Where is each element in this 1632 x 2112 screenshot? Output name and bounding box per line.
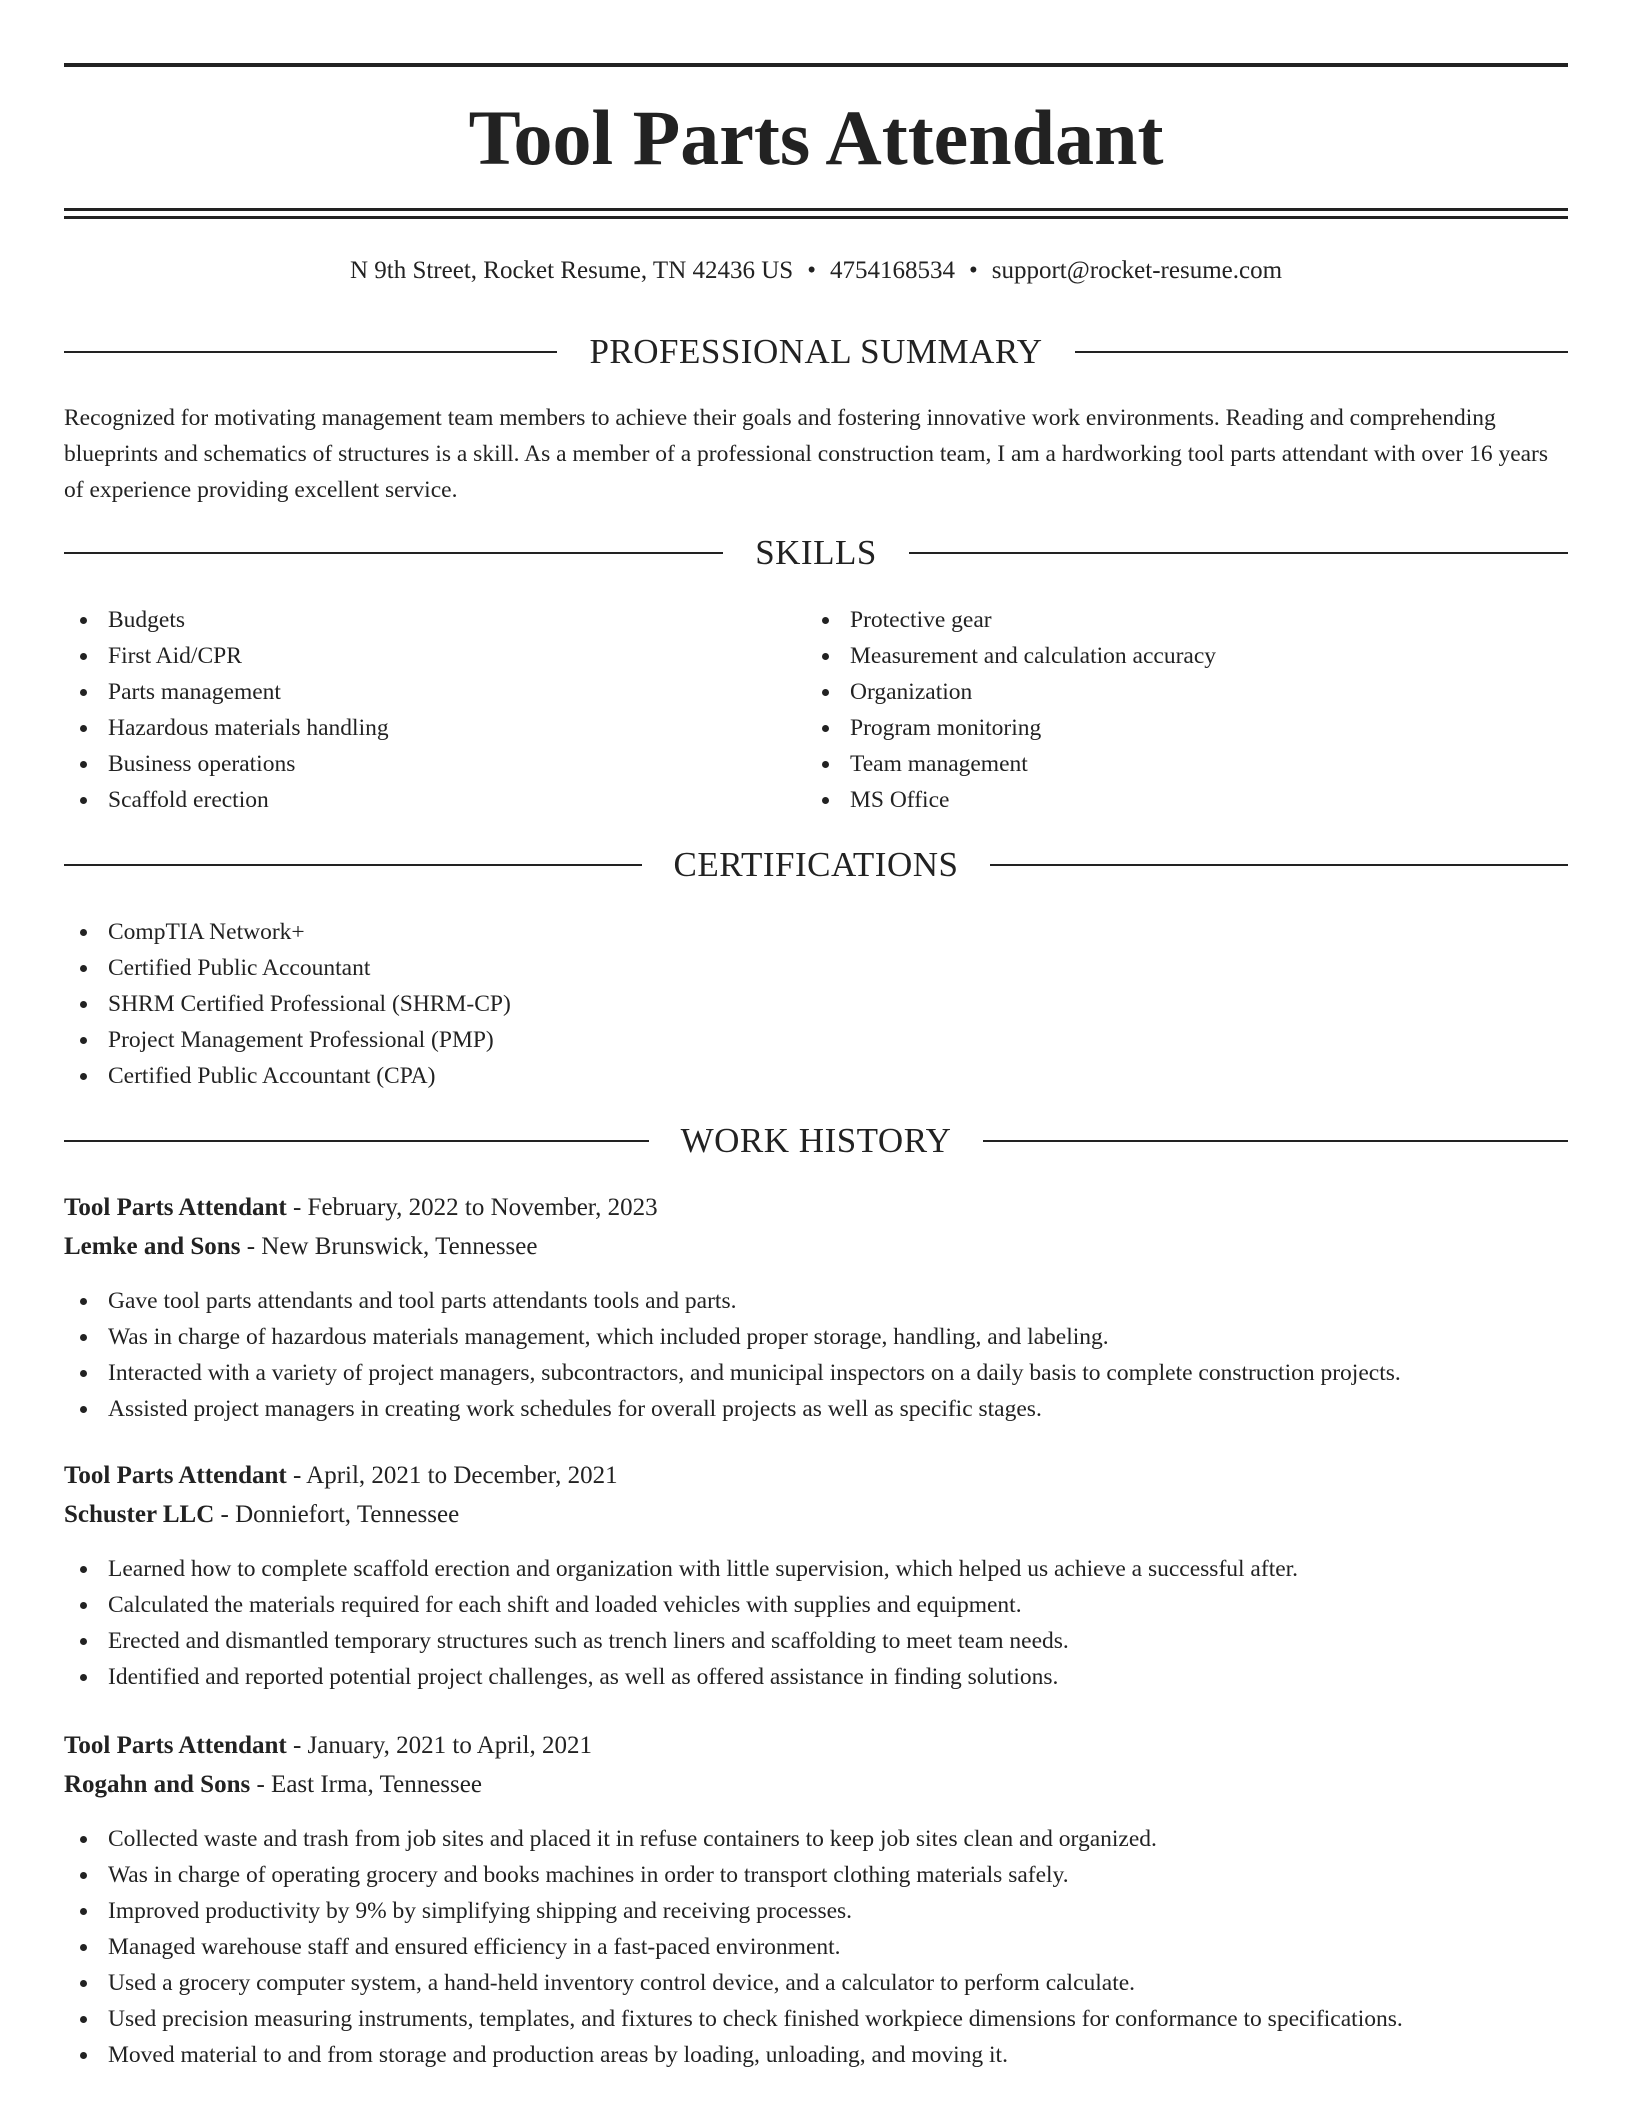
- skill-item: Scaffold erection: [64, 782, 804, 818]
- heading-rule-left: [64, 864, 642, 866]
- job-bullet: Used a grocery computer system, a hand-held inventory control device, and a calculator to perform calculate.: [64, 1965, 1568, 2001]
- skill-item: Program monitoring: [806, 710, 1566, 746]
- skill-item: Business operations: [64, 746, 804, 782]
- job-company-line: [64, 1497, 1568, 1533]
- skill-item: Team management: [806, 746, 1566, 782]
- certification-item: SHRM Certified Professional (SHRM-CP): [64, 986, 1568, 1022]
- section-title-skills: SKILLS: [755, 533, 877, 572]
- header-top-rule: [64, 63, 1568, 67]
- certification-item: Certified Public Accountant (CPA): [64, 1058, 1568, 1094]
- skill-item: MS Office: [806, 782, 1566, 818]
- job-title: Tool Parts Attendant: [64, 1462, 287, 1489]
- job-bullet: Was in charge of hazardous materials management, which included proper storage, handling, and labeling.: [64, 1319, 1568, 1355]
- job-company-line: [64, 1229, 1568, 1265]
- skill-item: Hazardous materials handling: [64, 710, 804, 746]
- header-double-rule-lower: [64, 216, 1568, 219]
- certification-item: Certified Public Accountant: [64, 950, 1568, 986]
- job-bullet: Learned how to complete scaffold erection and organization with little supervision, which helped us achieve a successful after.: [64, 1551, 1568, 1587]
- job-location: - Donniefort, Tennessee: [214, 1501, 460, 1528]
- job-bullet: Managed warehouse staff and ensured efficiency in a fast-paced environment.: [64, 1929, 1568, 1965]
- job-dates: - April, 2021 to December, 2021: [286, 1462, 618, 1489]
- job-title-line: [64, 1458, 1568, 1494]
- section-heading-skills: [64, 533, 1568, 573]
- certification-item: Project Management Professional (PMP): [64, 1022, 1568, 1058]
- job-title: Tool Parts Attendant: [64, 1732, 287, 1759]
- heading-rule-left: [64, 1140, 649, 1142]
- skill-item: Organization: [806, 674, 1566, 710]
- job-company-line: [64, 1767, 1568, 1803]
- heading-rule-right: [990, 864, 1568, 866]
- job-location: - East Irma, Tennessee: [250, 1771, 482, 1798]
- heading-rule-left: [64, 552, 723, 554]
- job-bullet: Moved material to and from storage and production areas by loading, unloading, and moving it.: [64, 2037, 1568, 2073]
- contact-separator: •: [968, 257, 978, 284]
- section-heading-work-history: [64, 1121, 1568, 1161]
- contact-address: N 9th Street, Rocket Resume, TN 42436 US: [349, 257, 794, 284]
- contact-email: support@rocket-resume.com: [991, 257, 1283, 284]
- job-company: Rogahn and Sons: [64, 1771, 251, 1798]
- job-bullet: Calculated the materials required for each shift and loaded vehicles with supplies and equipment.: [64, 1587, 1568, 1623]
- skill-item: Protective gear: [806, 602, 1566, 638]
- contact-separator: •: [807, 257, 816, 284]
- skill-item: First Aid/CPR: [64, 638, 804, 674]
- skill-item: Measurement and calculation accuracy: [806, 638, 1566, 674]
- job-bullet: Erected and dismantled temporary structures such as trench liners and scaffolding to meet team needs.: [64, 1623, 1568, 1659]
- job-bullets: [64, 1551, 1568, 1695]
- job-title-line: [64, 1190, 1568, 1226]
- section-heading-summary: [64, 332, 1568, 372]
- certification-item: CompTIA Network+: [64, 914, 1568, 950]
- summary-paragraph: Recognized for motivating management team members to achieve their goals and fostering innovative work environments. Reading and comprehending blueprints and schematics of structures is a skill. As a member of a professional construction team, I am a hardworking tool parts attendant with over 16 years of experience providing excellent service.: [64, 405, 1549, 503]
- job-bullet: Assisted project managers in creating work schedules for overall projects as well as specific stages.: [64, 1391, 1568, 1427]
- job-location: - New Brunswick, Tennessee: [240, 1233, 538, 1260]
- section-title-summary: PROFESSIONAL SUMMARY: [589, 332, 1043, 371]
- skill-item: Parts management: [64, 674, 804, 710]
- contact-line: [64, 254, 1568, 288]
- job-bullet: Gave tool parts attendants and tool parts attendants tools and parts.: [64, 1283, 1568, 1319]
- job-company: Lemke and Sons: [64, 1233, 241, 1260]
- contact-phone: 4754168534: [829, 257, 955, 284]
- job-title: Tool Parts Attendant: [64, 1194, 287, 1221]
- job-dates: - February, 2022 to November, 2023: [286, 1194, 658, 1221]
- job-company: Schuster LLC: [64, 1501, 215, 1528]
- job-bullet: Collected waste and trash from job sites and placed it in refuse containers to keep job sites clean and organized.: [64, 1821, 1568, 1857]
- skills-list-right: [806, 602, 1566, 818]
- heading-rule-right: [1075, 351, 1568, 353]
- resume-name-title: Tool Parts Attendant: [468, 94, 1164, 181]
- header-double-rule-upper: [64, 208, 1568, 211]
- heading-rule-left: [64, 351, 557, 353]
- certifications-list: [64, 914, 1568, 1094]
- skill-item: Budgets: [64, 602, 804, 638]
- job-title-line: [64, 1728, 1568, 1764]
- job-dates: - January, 2021 to April, 2021: [286, 1732, 593, 1759]
- section-heading-certifications: [64, 845, 1568, 885]
- section-title-certifications: CERTIFICATIONS: [673, 845, 959, 884]
- job-bullet: Identified and reported potential project challenges, as well as offered assistance in finding solutions.: [64, 1659, 1568, 1695]
- section-title-work-history: WORK HISTORY: [680, 1121, 952, 1160]
- heading-rule-right: [983, 1140, 1568, 1142]
- job-bullet: Interacted with a variety of project managers, subcontractors, and municipal inspectors on a daily basis to complete construction projects.: [64, 1355, 1568, 1391]
- heading-rule-right: [909, 552, 1568, 554]
- job-bullet: Used precision measuring instruments, templates, and fixtures to check finished workpiece dimensions for conformance to specifications.: [64, 2001, 1568, 2037]
- job-bullets: [64, 1821, 1568, 2073]
- job-bullet: Was in charge of operating grocery and books machines in order to transport clothing materials safely.: [64, 1857, 1568, 1893]
- skills-list-left: [64, 602, 804, 818]
- job-bullet: Improved productivity by 9% by simplifying shipping and receiving processes.: [64, 1893, 1568, 1929]
- job-bullets: [64, 1283, 1568, 1427]
